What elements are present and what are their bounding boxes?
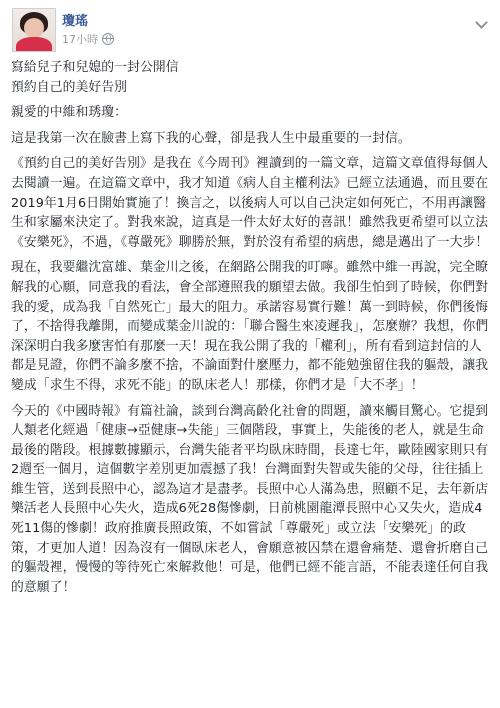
paragraph: 今天的《中國時報》有篇社論，談到台灣高齡化社會的問題，讀來觸目驚心。它提到人類老化經過「健康→亞健康→失能」三個階段，事實上，失能後的老人，就是生命最後的階段。根據數據顯示，台灣失能者平均臥床時間，長達七年，歐陸國家則只有2週至一個月，這個數字差別更加震撼了我！台灣面對失智或失能的父母，往往插上維生管，送到長照中心，認為這才是盡孝。長照中心人滿為患，照顧不足，去年新店樂活老人長照中心失火，造成6死28傷慘劇，日前桃園龍潭長照中心又失火，造成4死11傷的慘劇！政府推廣長照政策，不如嘗試「尊嚴死」或立法「安樂死」的政策，才更加人道！因為沒有一個臥床老人，會願意被囚禁在還會痛楚、還會折磨自己的軀殼裡，慢慢的等待死亡來解救他！可是，他們已經不能言語，不能表達任何自我的意願了！ xyxy=(11,403,489,595)
post-time[interactable]: 17小時 xyxy=(62,33,98,46)
paragraph: 現在，我要繼沈富雄、葉金川之後，在網路公開我的叮嚀。雖然中維一再說，完全瞭解我的心願，同意我的看法，會全部遵照我的願望去做。我卻生怕到了時候，你們對我的愛，成為我「自然死亡」最大的阻力。承諾容易實行難！萬一到時候，你們後悔了，不捨得我離開，而變成葉金川說的：「聯合醫生來凌遲我」，怎麼辦？我想，你們深深明白我多麼害怕有那麼一天！現在我公開了我的「權利」，所有看到這封信的人都是見證，你們不論多麼不捨，不論面對什麼壓力，都不能勉強留住我的軀殼，讓我變成「求生不得，求死不能」的臥床老人！那樣，你們才是「大不孝」！ xyxy=(11,260,489,393)
title-line: 預約自己的美好告別 xyxy=(11,79,128,95)
post-meta xyxy=(62,31,114,47)
post-body xyxy=(0,58,500,597)
post-title xyxy=(11,58,489,97)
post-header xyxy=(0,0,500,56)
salutation: 親愛的中維和琇瓊： xyxy=(11,105,128,121)
paragraph: 這是我第一次在臉書上寫下我的心聲，卻是我人生中最重要的一封信。 xyxy=(11,130,411,146)
paragraph: 《預約自己的美好告別》是我在《今周刊》裡讀到的一篇文章，這篇文章值得每個人去閱讀一遍。在這篇文章中，我才知道《病人自主權利法》已經立法通過，而且要在2019年1月6日開始實施了！換言之，以後病人可以自己決定如何死亡，不用再讓醫生和家屬來決定了。對我來說，這真是一件太好太好的喜訊！雖然我更希望可以立法《安樂死》，不過，《尊嚴死》聊勝於無，對於沒有希望的病患，總是邁出了一大步！ xyxy=(11,156,489,250)
globe-icon xyxy=(102,33,114,45)
author-name[interactable]: 瓊瑤 xyxy=(62,14,89,29)
chevron-down-icon[interactable] xyxy=(475,16,488,29)
title-line: 寫給兒子和兒媳的一封公開信 xyxy=(11,60,179,75)
avatar[interactable] xyxy=(12,8,56,52)
